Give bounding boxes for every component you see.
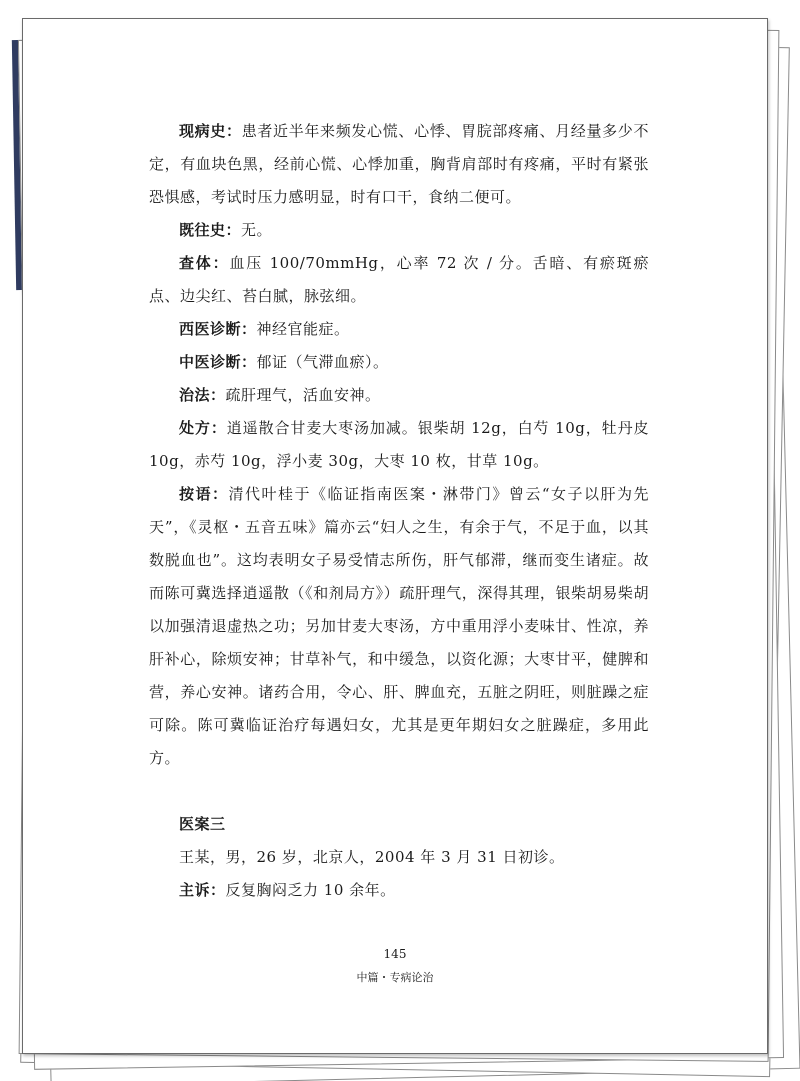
commentary-text: 清代叶桂于《临证指南医案・淋带门》曾云“女子以肝为先天”，《灵枢・五音五味》篇亦云“妇人之生，有余于气，不足于血，以其数脱血也”。这均表明女子易受情志所伤，肝气郁滞，继而变生诸症。故而陈可冀选择逍遥散（《和剂局方》）疏肝理气，深得其理，银柴胡易柴胡以加强清退虚热之功；另加甘麦大枣汤，方中重用浮小麦味甘、性凉，养肝补心，除烦安神；甘草补气，和中缓急，以资化源；大枣甘平，健脾和营，养心安神。诸药合用，令心、肝、脾血充，五脏之阴旺，则脏躁之症可除。陈可冀临证治疗每遇妇女，尤其是更年期妇女之脏躁症，多用此方。 (149, 485, 649, 767)
page-number: 145 (383, 947, 407, 961)
complaint-label: 主诉： (179, 881, 226, 899)
western-diagnosis-paragraph (149, 313, 649, 346)
history-present-paragraph (149, 115, 649, 214)
history-past-label: 既往史： (179, 221, 242, 239)
complaint-text: 反复胸闷乏力 10 余年。 (225, 881, 396, 899)
tcm-diagnosis-paragraph (149, 346, 649, 379)
tcm-diagnosis-label: 中医诊断： (179, 353, 257, 371)
page-content (149, 115, 649, 907)
complaint-paragraph (149, 874, 649, 907)
running-footer: 中篇・专病论治 (356, 971, 434, 984)
commentary-label: 按语： (179, 485, 229, 503)
western-diagnosis-label: 西医诊断： (179, 320, 257, 338)
history-past-text: 无。 (241, 221, 273, 239)
history-present-text: 患者近半年来频发心慌、心悸、胃脘部疼痛、月经量多少不定，有血块色黑，经前心慌、心悸加重，胸背肩部时有疼痛，平时有紧张恐惧感，考试时压力感明显，时有口干，食纳二便可。 (149, 122, 649, 206)
commentary-paragraph (149, 478, 649, 775)
prescription-paragraph (149, 412, 649, 478)
book-page (22, 18, 768, 1054)
treatment-label: 治法： (179, 386, 226, 404)
section-gap (149, 775, 649, 808)
history-present-label: 现病史： (179, 122, 242, 140)
history-past-paragraph (149, 214, 649, 247)
treatment-paragraph (149, 379, 649, 412)
western-diagnosis-text: 神经官能症。 (256, 320, 350, 338)
patient-info-paragraph (149, 841, 649, 874)
exam-text: 血压 100/70mmHg，心率 72 次 / 分。舌暗、有瘀斑瘀点、边尖红、苔白腻，脉弦细。 (149, 254, 649, 305)
case-three-heading: 医案三 (179, 815, 226, 833)
exam-paragraph (149, 247, 649, 313)
tcm-diagnosis-text: 郁证（气滞血瘀）。 (256, 353, 389, 371)
prescription-label: 处方： (179, 419, 227, 437)
patient-info-text: 王某，男，26 岁，北京人，2004 年 3 月 31 日初诊。 (179, 848, 565, 866)
treatment-text: 疏肝理气，活血安神。 (225, 386, 381, 404)
prescription-text: 逍遥散合甘麦大枣汤加减。银柴胡 12g，白芍 10g，牡丹皮 10g，赤芍 10g，浮小麦 30g，大枣 10 枚，甘草 10g。 (149, 419, 649, 470)
exam-label: 查体： (179, 254, 230, 272)
case-three-heading-paragraph (149, 808, 649, 841)
